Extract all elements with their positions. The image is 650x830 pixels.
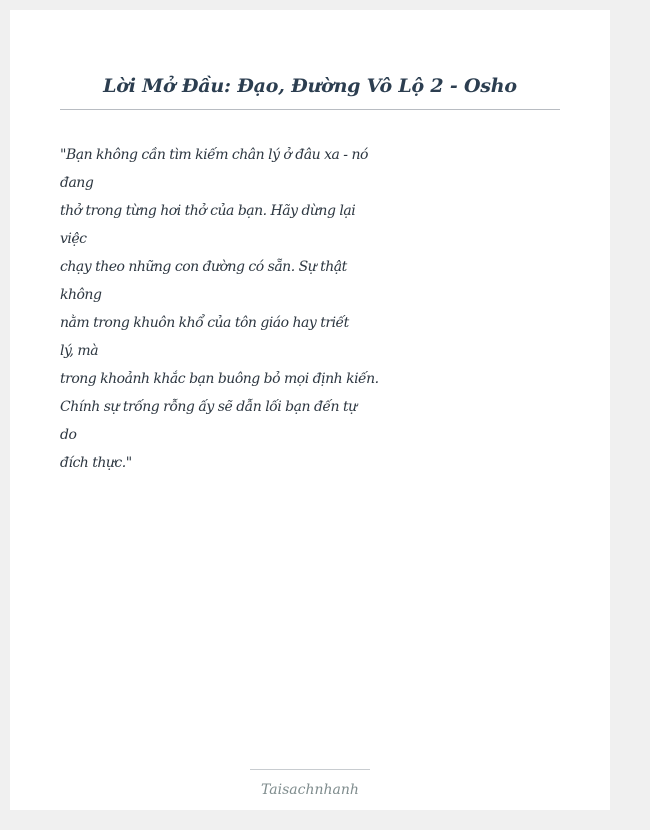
quote-block bbox=[60, 141, 379, 477]
quote-line: Chính sự trống rỗng ấy sẽ dẫn lối bạn đến tự bbox=[60, 399, 357, 415]
quote-line: do bbox=[60, 427, 77, 443]
quote-line: lý, mà bbox=[60, 343, 99, 359]
quote-line: "Bạn không cần tìm kiếm chân lý ở đâu xa - nó bbox=[60, 147, 368, 163]
document-page bbox=[10, 10, 610, 810]
quote-line: đích thực." bbox=[60, 455, 132, 471]
quote-line: thở trong từng hơi thở của bạn. Hãy dừng lại bbox=[60, 203, 356, 219]
quote-line: đang bbox=[60, 175, 94, 191]
footer-divider bbox=[250, 769, 370, 770]
page-title: Lời Mở Đầu: Đạo, Đường Vô Lộ 2 - Osho bbox=[103, 75, 517, 97]
quote-line: trong khoảnh khắc bạn buông bỏ mọi định kiến. bbox=[60, 371, 379, 387]
quote-line: không bbox=[60, 287, 102, 303]
quote-line: việc bbox=[60, 231, 87, 247]
quote-line: nằm trong khuôn khổ của tôn giáo hay triết bbox=[60, 315, 349, 331]
quote-line: chạy theo những con đường có sẵn. Sự thật bbox=[60, 259, 347, 275]
title-divider bbox=[60, 109, 560, 110]
footer-brand: Taisachnhanh bbox=[261, 782, 359, 798]
